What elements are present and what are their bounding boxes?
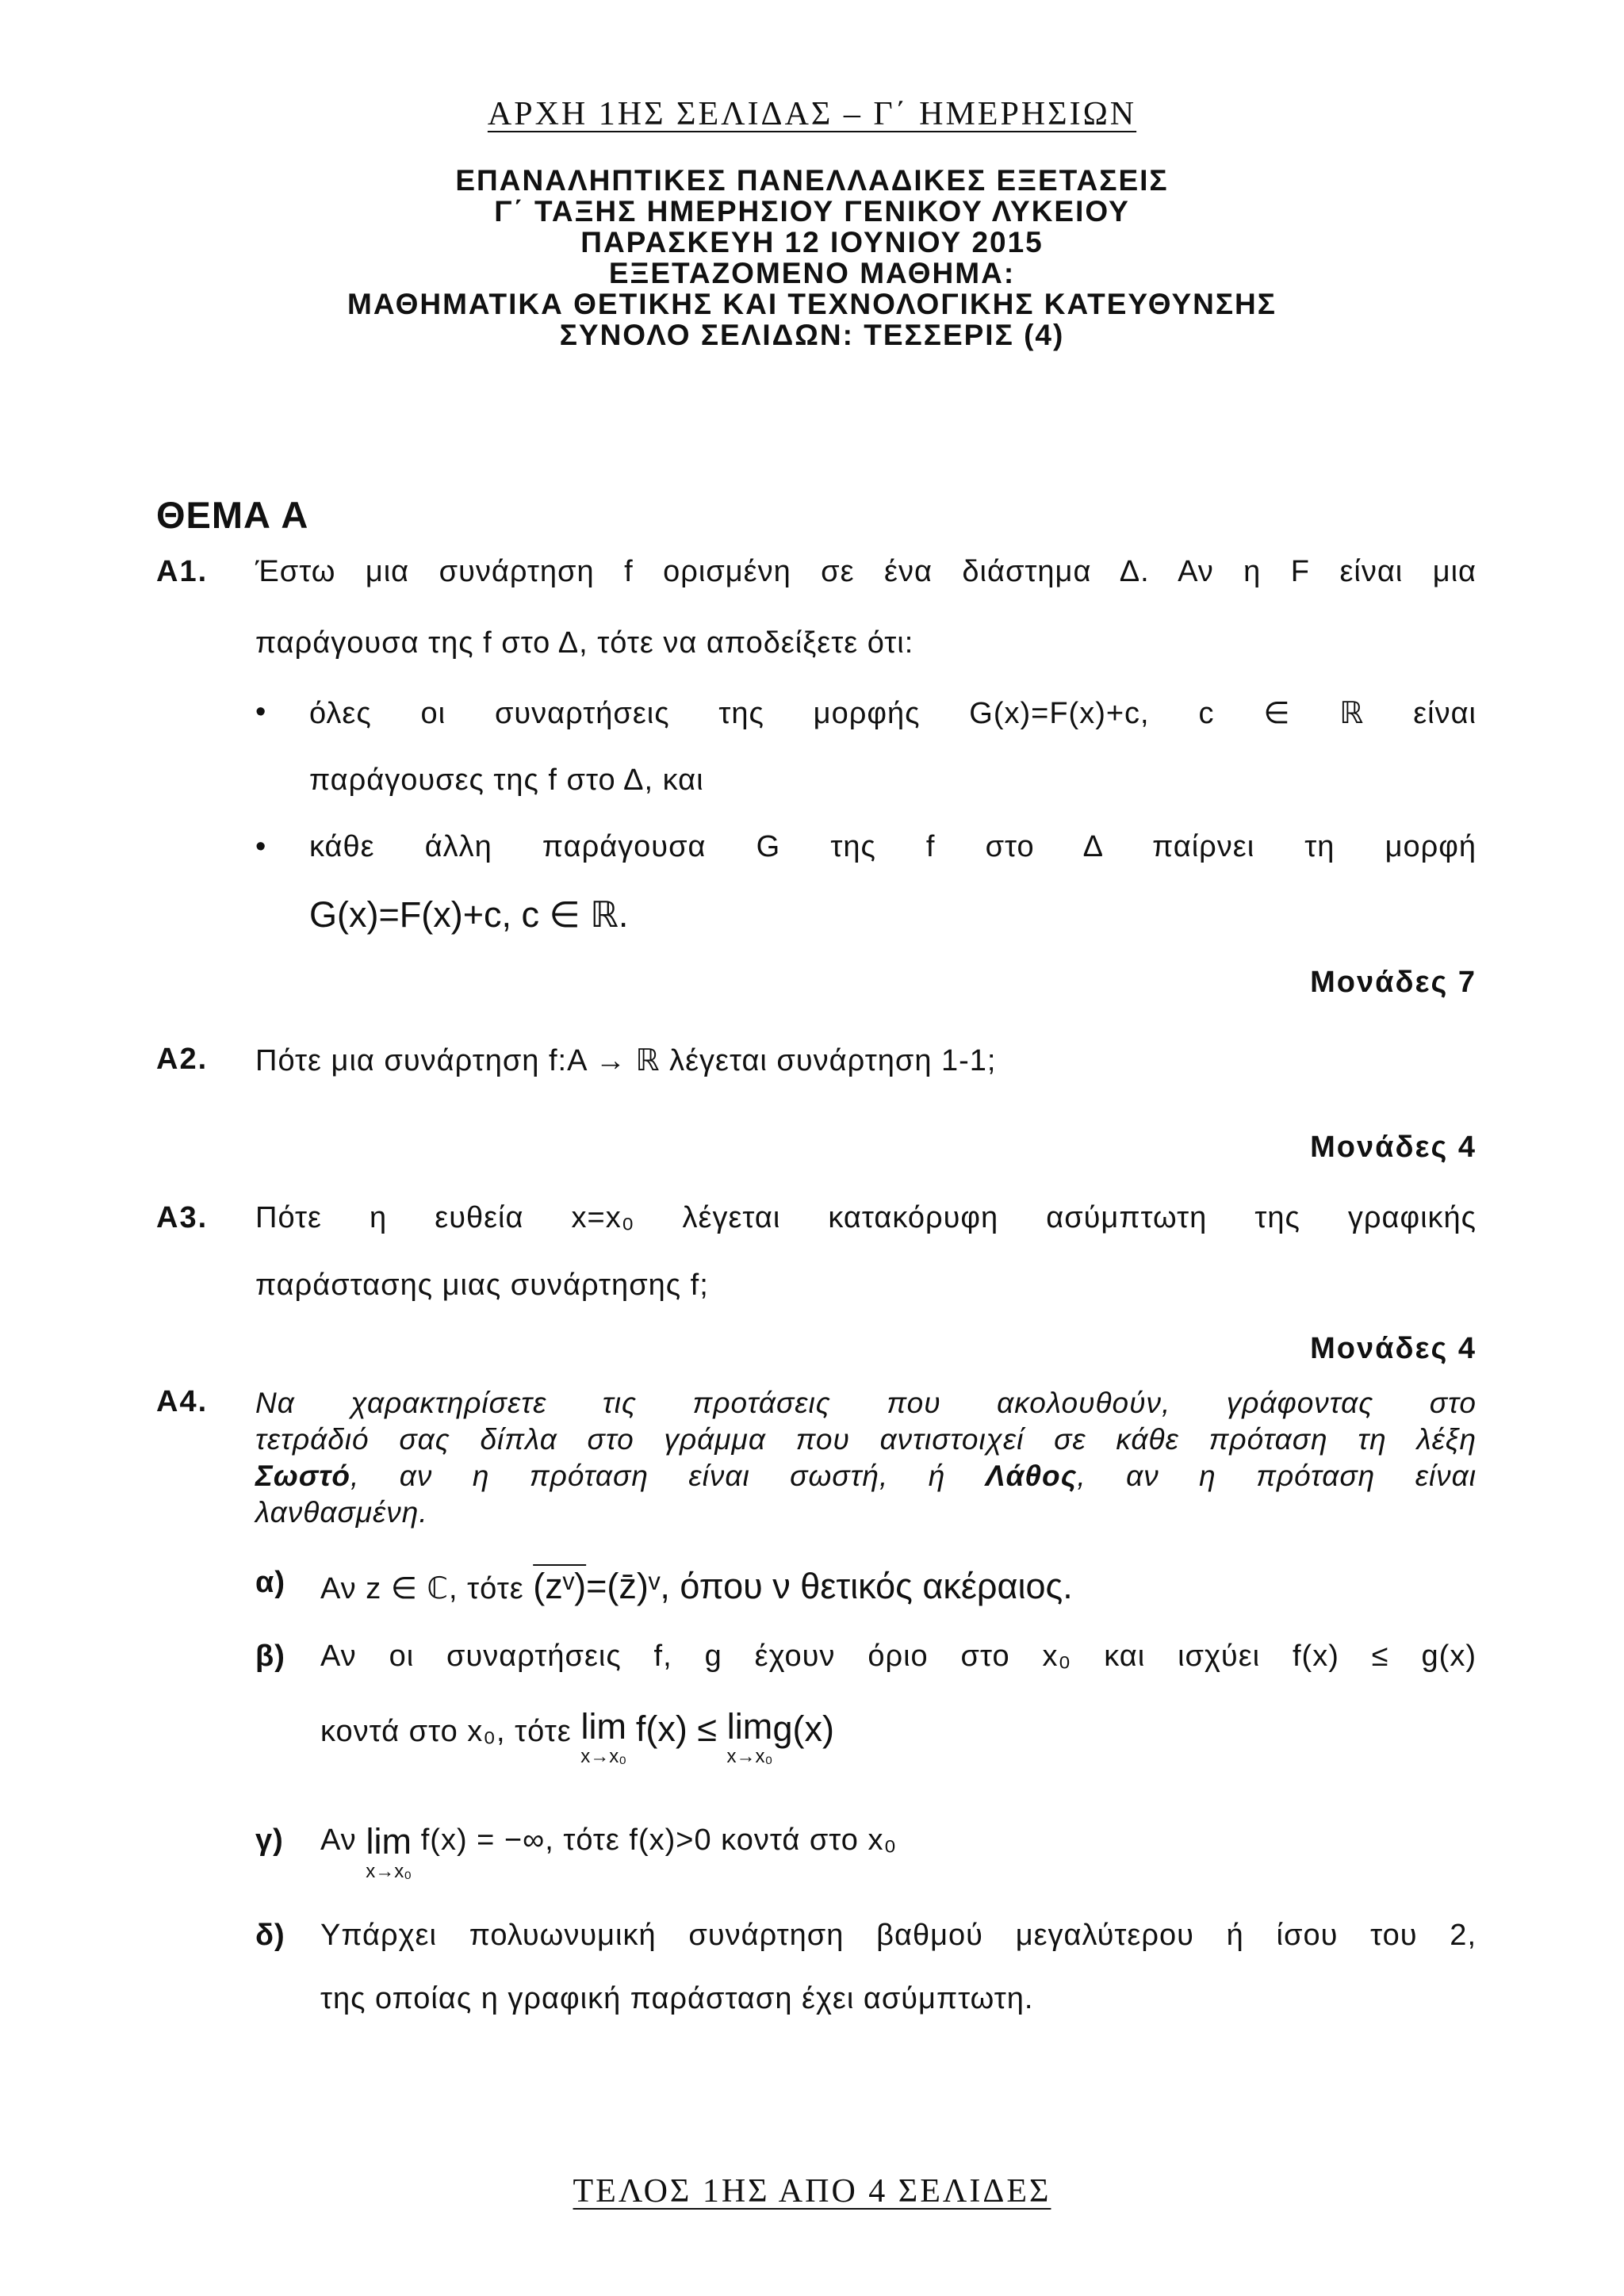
statement-text (320, 1566, 1477, 1607)
limit-word: lim (726, 1706, 773, 1747)
question-text (255, 1385, 1477, 1531)
title-line: Γ΄ ΤΑΞΗΣ ΗΜΕΡΗΣΙΟΥ ΓΕΝΙΚΟΥ ΛΥΚΕΙΟΥ (494, 195, 1130, 228)
question-a3 (156, 1201, 1477, 1235)
question-number: Α4. (156, 1385, 209, 1418)
limit-operator (726, 1706, 773, 1767)
bullet-item (255, 695, 1477, 731)
page-footer: ΤΕΛΟΣ 1ΗΣ ΑΠΟ 4 ΣΕΛΙΔΕΣ (573, 2173, 1051, 2210)
bullet-text: G(x)=F(x)+c, c ∈ ℝ. (309, 894, 629, 935)
keyword-wrong: Λάθος (985, 1460, 1078, 1492)
statement-text (320, 1706, 1477, 1767)
statement-fragment: f(x) = −∞, τότε f(x)>0 κοντά στο x₀ (420, 1823, 898, 1857)
statement-label: α) (255, 1566, 286, 1599)
limit-subscript: x→x₀ (726, 1746, 773, 1767)
question-number: Α1. (156, 555, 209, 588)
statement-fragment: Αν (320, 1823, 366, 1857)
title-line: ΕΠΑΝΑΛΗΠΤΙΚΕΣ ΠΑΝΕΛΛΑΔΙΚΕΣ ΕΞΕΤΑΣΕΙΣ (455, 164, 1169, 197)
statement-gamma (255, 1823, 1477, 1881)
statement-delta-line2 (255, 1982, 1477, 2016)
limit-subscript: x→x₀ (366, 1861, 412, 1882)
question-text: παράγουσα της f στο Δ, τότε να αποδείξετε ότι: (255, 626, 914, 660)
limit-word: lim (366, 1821, 412, 1862)
statement-label: β) (255, 1640, 285, 1673)
statement-alpha (255, 1566, 1477, 1607)
bullet-text: παράγουσες της f στο Δ, και (309, 763, 704, 797)
limit-operator (580, 1706, 627, 1767)
statement-delta (255, 1919, 1477, 1953)
bullet-icon: • (255, 830, 267, 863)
keyword-correct: Σωστό (255, 1460, 350, 1492)
statement-fragment: =(z̄)ᵛ, όπου ν θετικός ακέραιος. (586, 1566, 1073, 1606)
units-label: Μονάδες 4 (1310, 1131, 1477, 1164)
question-a1-line2 (156, 626, 1477, 660)
instruction-line (255, 1458, 1477, 1494)
math-expression: f(x) ≤ (635, 1709, 727, 1749)
units-label: Μονάδες 7 (1310, 966, 1477, 999)
statement-text: Αν οι συναρτήσεις f, g έχουν όριο στο x₀ και ισχύει f(x) ≤ g(x) (320, 1640, 1477, 1673)
question-a2 (156, 1043, 1477, 1078)
statement-beta (255, 1640, 1477, 1674)
question-text: Πότε η ευθεία x=x₀ λέγεται κατακόρυφη ασύμπτωτη της γραφικής (255, 1201, 1477, 1234)
bullet-text: κάθε άλλη παράγουσα G της f στο Δ παίρνει τη μορφή (309, 830, 1477, 863)
question-text: Έστω μια συνάρτηση f ορισμένη σε ένα διάστημα Δ. Αν η F είναι μια (255, 555, 1477, 588)
section-heading: ΘΕΜΑ Α (156, 494, 309, 536)
statement-beta-line2 (255, 1706, 1477, 1767)
question-number: Α3. (156, 1201, 209, 1234)
question-text: Πότε μια συνάρτηση f:A → ℝ λέγεται συνάρτηση 1-1; (255, 1044, 997, 1077)
instruction-line: τετράδιό σας δίπλα στο γράμμα που αντιστοιχεί σε κάθε πρόταση τη λέξη (255, 1423, 1477, 1456)
title-line: ΠΑΡΑΣΚΕΥΗ 12 ΙΟΥΝΙΟΥ 2015 (580, 226, 1044, 258)
instruction-line: Να χαρακτηρίσετε τις προτάσεις που ακολουθούν, γράφοντας στο (255, 1387, 1477, 1419)
units-label: Μονάδες 4 (1310, 1332, 1477, 1365)
title-line: ΣΥΝΟΛΟ ΣΕΛΙΔΩΝ: ΤΕΣΣΕΡΙΣ (4) (559, 319, 1065, 351)
bullet-item-continued (255, 763, 1477, 798)
bullet-text: όλες οι συναρτήσεις της μορφής G(x)=F(x)+c, c ∈ ℝ είναι (309, 697, 1477, 730)
instruction-line: λανθασμένη. (255, 1496, 428, 1529)
statement-label: δ) (255, 1919, 285, 1952)
exam-title-block (0, 165, 1624, 350)
question-text: παράστασης μιας συνάρτησης f; (255, 1269, 709, 1302)
title-line: ΜΑΘΗΜΑΤΙΚΑ ΘΕΤΙΚΗΣ ΚΑΙ ΤΕΧΝΟΛΟΓΙΚΗΣ ΚΑΤΕΥΘΥΝΣΗΣ (347, 288, 1277, 320)
limit-operator (366, 1823, 412, 1881)
limit-word: lim (580, 1706, 627, 1747)
bullet-icon: • (255, 695, 267, 729)
instruction-fragment: , αν η πρόταση είναι σωστή, ή (350, 1460, 986, 1492)
statement-fragment: Αν z ∈ ℂ, τότε (320, 1572, 534, 1605)
question-a4 (156, 1385, 1477, 1531)
page-header: ΑΡΧΗ 1ΗΣ ΣΕΛΙΔΑΣ – Γ΄ ΗΜΕΡΗΣΙΩΝ (487, 96, 1137, 132)
bullet-item (255, 830, 1477, 864)
instruction-fragment: , αν η πρόταση είναι (1077, 1460, 1477, 1492)
question-a1 (156, 555, 1477, 589)
statement-text (320, 1823, 1477, 1881)
statement-fragment: κοντά στο x₀, τότε (320, 1715, 581, 1748)
statement-text: Υπάρχει πολυωνυμική συνάρτηση βαθμού μεγαλύτερου ή ίσου του 2, (320, 1919, 1477, 1952)
title-line: ΕΞΕΤΑΖΟΜΕΝΟ ΜΑΘΗΜΑ: (608, 257, 1016, 289)
statement-text: της οποίας η γραφική παράσταση έχει ασύμπτωτη. (320, 1982, 1034, 2015)
conjugate-expression: (zᵛ) (533, 1566, 587, 1606)
limit-subscript: x→x₀ (580, 1746, 627, 1767)
question-a3-line2 (156, 1269, 1477, 1303)
statement-label: γ) (255, 1823, 284, 1857)
math-expression: g(x) (772, 1709, 834, 1749)
question-number: Α2. (156, 1043, 209, 1076)
bullet-item-continued (255, 894, 1477, 936)
